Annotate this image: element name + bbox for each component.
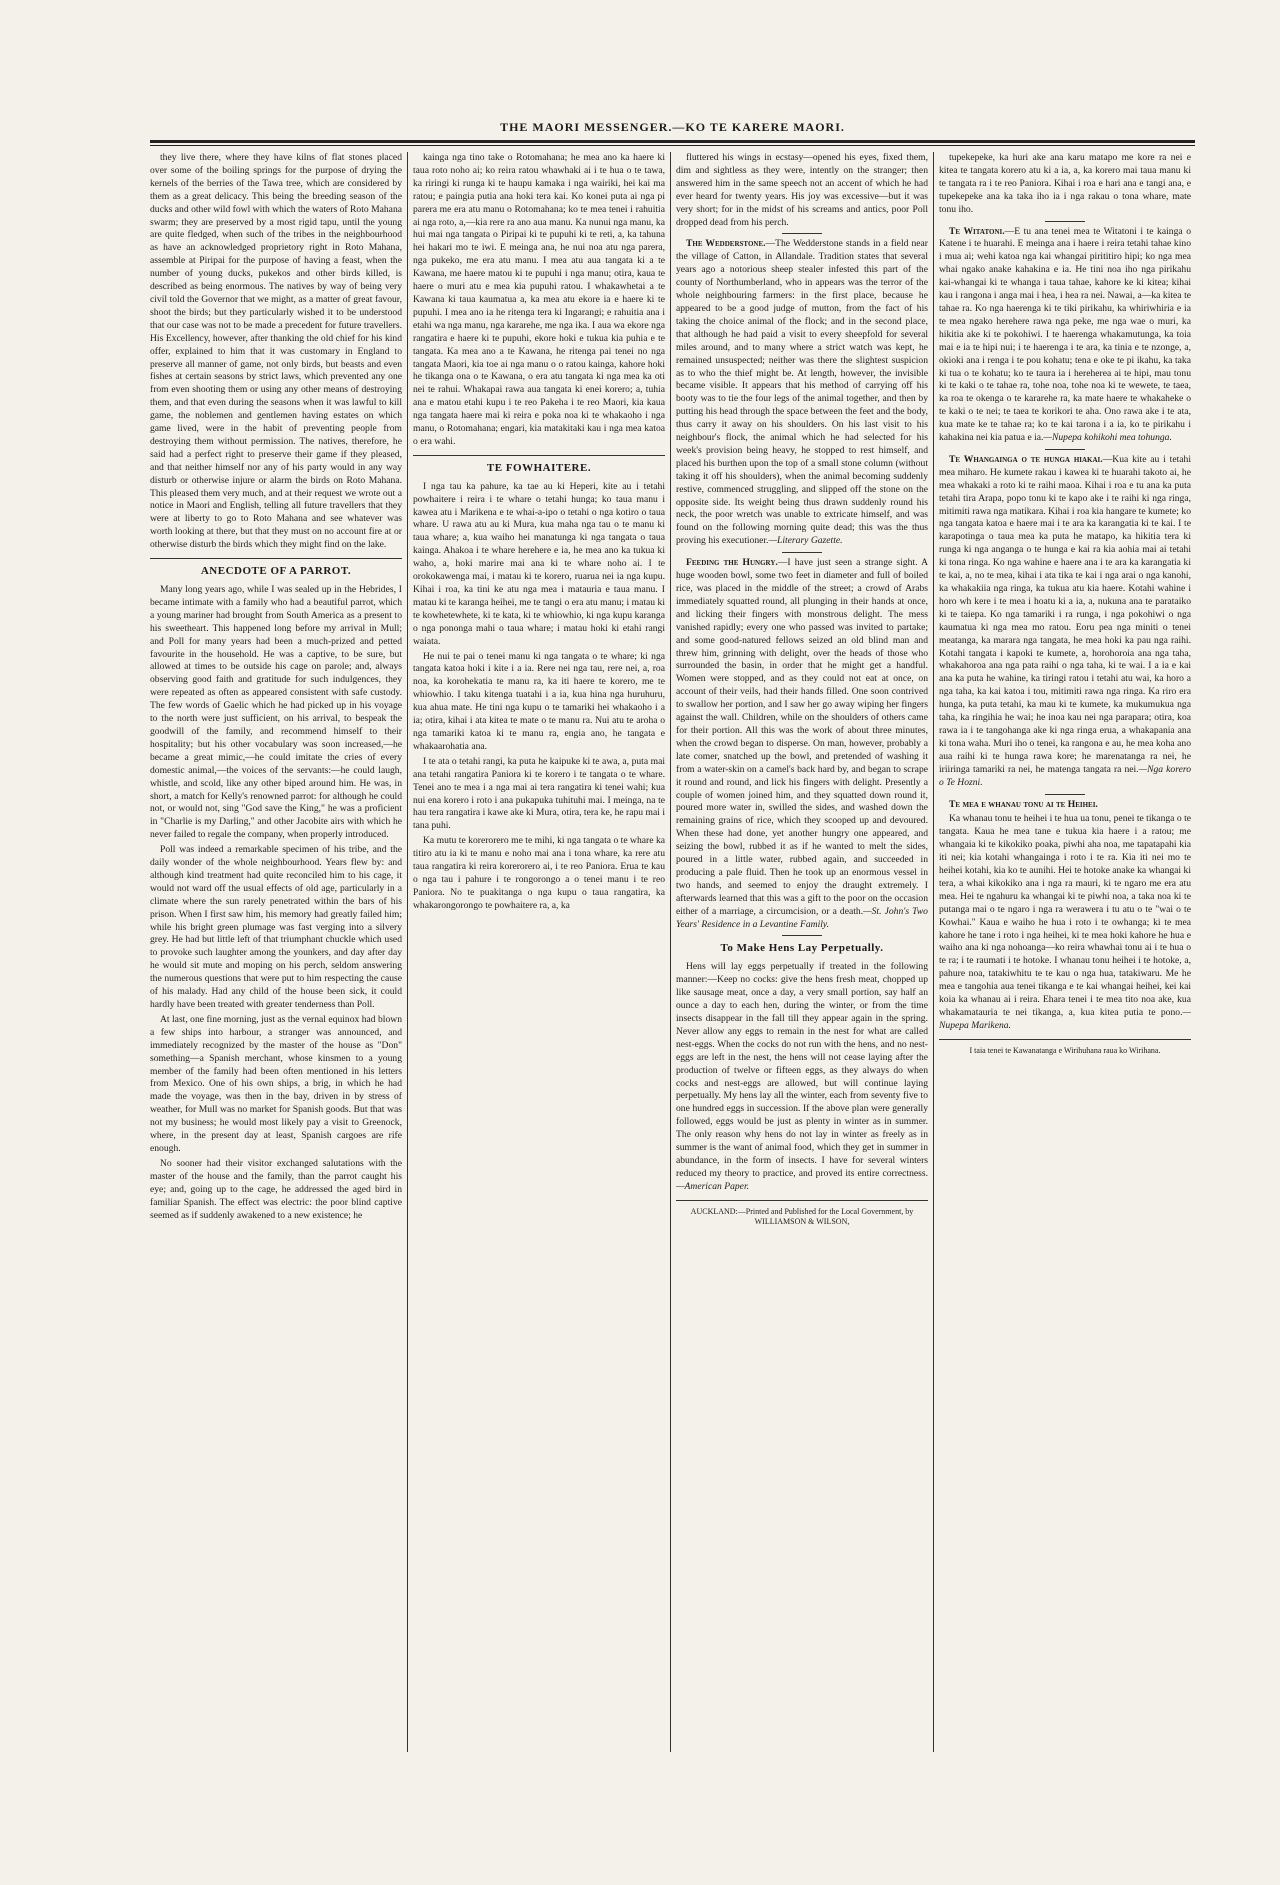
heading-feeding-hungry: Feeding the Hungry. [686, 557, 778, 569]
witatoni-text: —E tu ana tenei mea te Witatoni i te kainga o Katene i te huarahi. E meinga ana i haere i reira tetahi tahae kino i mua ai; wehi katoa nga kai whangai pirititiro hipi; ko nga mea whai ngako anake kahakina e ia. He tini noa iho nga pirikahu kai-whangai ki te whanga i taua tahae, kahore ke ki kitea; kihai kau i rangona i anga mai i hea, i hea ra nei. Nawai, a—ka kitea te tahae ra. Ko nga haerenga ki te tiki pirikahu, ka whiriwhiria e ia te mea ngako herehere rawa nga peke, me nga wae o muri, ka hikitia ake ki te pokohiwi. I te haerenga whakamutunga, ka toia mai e ia te hipi nui; i te haerenga i te ara, ka tinia e te nzonge, a, okioki ana i renga i te pou kohatu; tena e oke te pi ikahu, ka taka ki tua o te kohatu; ko te taura ia i hereherea ai te hipi, mau tonu ki te kaki o te tahae ra, tohe noa, tohe noa ki te wewete, te taea, ka roa te okenga o te kararehe ra, ka mate haere te whakaheke o te kaki o te nei; te taea te korikori te aha. Ono rawa ake i te ata, kua mate ke te tahae ra; ko te kai tarona i a ia, ko te pirikahu i kahakina nei kia patua e ia. [939, 225, 1191, 444]
article-roto-mahana: they live there, where they have kilns of flat stones placed over some of the boiling springs for the purpose of drying the kernels of the berries of the Tawa tree, which are considered by them as a great delicacy. This being the breeding season of the ducks and other wild fowl with which the waters of Roto Mahana swarm; they are preserved by a most rigid tapu, until the young are quite fledged, when such of the tribes in the neighbourhood as have an acknowledged proprietory right in Roto Mahana, assemble at Piripai for the purpose of having a feast, when the number of young ducks, pukekos and other birds killed, is described as being enormous. The natives by way of being very civil told the Governor that we might, as a matter of great favour, shoot the birds; but they particularly wished it to be understood that our case was not to be made a precedent for future travellers. His Excellency, however, after thanking the old chief for his kind offer, explained to him that it was customary in England to preserve all manner of game, not only birds, but beasts and even fishes at certain seasons by strict laws, which prevented any one from even shooting them or using any other means of destroying them, and that even during the seasons when it was lawful to kill game, the noblemen and gentlemen having estates on which game lived, were in the habit of preventing people from destroying them without permission. The natives, therefore, he said had a perfect right to preserve their game if they pleased, and that neither himself nor any of his party would in any way disturb or otherwise injure or alarm the birds on Roto Mahana. This pleased them very much, and at their request we wrote out a notice in Maori and English, telling all future travellers that they were at liberty to go to Roto Mahana and see whatever was worth looking at there, but that they must on no account fire at or otherwise disturb the birds which they might find on the lake. [150, 152, 402, 551]
whangainga-text: —Kua kite au i tetahi mea miharo. He kumete rakau i kawea ki te huarahi takoto ai, he mea whakaki a roto ki te raihi maoa. Kihai i roa e tu ana ka puta tetahi tira Arapa, popo tonu ki te kapo ake i te raihi ki nga ringa, mitimiti rawa nga matikara. Kihai i roa kia hangare te kumete; ko nga tangata katoa e haere mai i te ara ka karangatia ki te kai. I te karapotinga o taua mea ka puta he matapo, ka hikitia tera ki runga ki nga anganga o te hunga e kai ra kia aohia mai ai tetahi ki tona ringa. Ko nga wahine e haere ana i te ara ka karangatia ki te kai, a, no te mea, kihai i ata tika te kai i nga arai o nga kanohi, ka whakakiia nga ringa, ka tukua atu kia haere. Kotahi wahine i horo wh kere i te mea i hoatu ki a ia, a, nukuna ana te parataiko ki te taiepa. Ko nga tamariki i ra runga, i nga pokohiwi o nga kaumatua ki nga mea mo ratou. Eoru pea nga miniti o tenei meatanga, ka marara nga tangata, he mea hoki ka pau nga raihi. Kotahi tangata i kapoki te kumete, a, horohoroia ana nga taha, whakahoroa ana nga pata raihi o nga taha, ki te wai. I a ia e kai ana ka puta he wahine, ka tiringi ratou i tetahi atu wai, ka horo a nga taha, ka kai katoa i tou, mitimiti rawa nga ringa. Ka riro era hunga, ka puta tetahi, ka mau ki te kumete, ka mukumukua nga taha, ka ringihia he wai; he inoa kau nei nga parapara; otira, koa rawa ia i te tangohanga ake ki nga ringa erua, a whakapania ana ki tona waha. Muri iho o tenei, ka rangona e au, he mea koha ano aua raihi ki te hunga rawa kore; he marenatanga ra nei, he iriiringa tamariki ra nei, he matenga tangata ra nei. [939, 453, 1191, 775]
heading-anecdote-parrot: ANECDOTE OF A PARROT. [200, 565, 352, 578]
fowhaitere-paragraph: Ka mutu te korerorero me te mihi, ki nga tangata o te whare ka titiro atu ia ki te manu e noho mai ana i tona whare, ka rere atu taua rangatira ki reira korerorero ai, i te reo Paniora. Erua te kau o nga tau i pahure i te rongorongo a o tenei manu i te reo Paniora. No te puakitanga o nga kupu o taua rangatira, ka whakarongorongo te powhaitere ra, a, ka [413, 835, 665, 911]
masthead-rule-thin [150, 145, 1195, 146]
maori-article-rotomahana: kainga nga tino take o Rotomahana; he mea ano ka haere ki taua roto noho ai; ko reira ratou whawhaki ai i te hua o te tawa, ka riringi ki runga ki te haupu kamaka i nga wairiki, hei kai ma ratou; e paingia putia ana hoki tera kai. Ko konei puta ai nga pi parera me era atu manu o Rotomahana; ko te mea tenei i rahuitia ai nga roto, a,—kia rere ra ano aua manu. Ka nunui nga manu, ka hui mai nga tangata o Piripai ki te pupuhi ki te reti, a, ka tahuna hei hakari mo te iwi. E meinga ana, he nui noa atu nga parera, nga pukeko, me era atu manu. I mea atu aua tangata ki a te Kawana, me haere matou ki te pupuhi i nga manu; otira, kaua te haere o muri atu e mea kia pupuhi ratou. I whakawhetai a te Kawana ki taua kaumatua a, ka mea atu ekore ia e haere ki te pupuhi. I mea ano ia he ritenga tera ki Ingarangi; e rahuitia ana i etahi wa nga manu, nga kararehe, me nga ika. I aua wa ekore nga rangatira e haere ki te pupuhi, ekore hoki e tukua kia puhia e te tangata. Ka mea ano a te Kawana, he ritenga pai tenei no nga tangata Maori, kia toe ai nga manu o o ratou kainga, kahore hoki he tikanga ona o te Kawana, o era atu tangata ki nga mea ka oti nei te rahui. Whakapai rawa aua tangata ki enei korero; a, tuhia ana e matou etahi kupu i te reo Pakeha i te reo Maori, kia kaua nga tangata haere mai ki reira e poka noa ki te whakaoho i nga manu, o Rotomahana; engari, kia matakitaki kau i nga mea katoa o era wahi. [413, 152, 665, 447]
column-1 [150, 152, 402, 1787]
heading-wedderstone: The Wedderstone. [686, 238, 766, 250]
fowhaitere-paragraph: I te ata o tetahi rangi, ka puta he kaipuke ki te awa, a, puta mai ana tetahi rangatira Paniora ki te korero i te tangata o te whare. Tenei ano te mea i a nga mai ai tera rangatira ki tenei wahi; kua nui ena korero i roto i ana pukapuka tuhituhi mai. I meinga, na te hau tera rangatira i kawe ake ki Mura, otira, tera ke, he rapu mai i tana puhi. [413, 755, 665, 832]
fowhaitere-ending: tupekepeke, ka huri ake ana karu matapo me kore ra nei e kitea te tangata korero atu ki a ia, a, ka korero mai taua manu ki te tangata ra i te reo Paniora. Kihai i roa e hari ana e tangi ana, e tupekepeke ana ka taka iho ia i nga rakau o tona whare, mate tonu iho. [939, 152, 1191, 215]
column-divider [670, 152, 671, 1752]
separator [782, 935, 822, 936]
column-divider [933, 152, 934, 1752]
separator [782, 233, 822, 234]
column-divider [407, 152, 408, 1752]
heihei-text: Ka whanau tonu te heihei i te hua ua tonu, penei te tikanga o te tangata. Kaua he mea tane e tukua kia haere i a ratou; me whangaia ki te kikokiko poaka, piwhi aha noa, me tapatapahi kia iti nei; kia kotahi whangainga i roto i te ra. Kia iti nei mo te heihei kotahi, kia ko te aunihi. Hei te hotoke anake ka whangai ki tera, a whai kikokiko ana i nga ra mauri, ki te ngaro me era atu mea. Hei te ngahuru ka whangai ki te piwhi noa, a taka noa ki te putanga mai o te ngaro i nga ra werawera i tu atu o te "wai o te Kowhai." Kaua e waiho he hua i roto i te owhanga; ki te mea kahore he tane i roto i nga heihei, ki te mea hoki kahore he hua e waiho ana ki nga nohoanga—ko reira whawhai tonu ai i te hua o te ra; i te raumati i te hotoke. I whanau tonu heihei i te hotoke, a, pahure noa, tatakiwhitu te te kau o nga hua, tatakiwaru. Me he mea e tangohia aua tenei tikanga e te kai whangai heihei, kei kai koia ka whanau ai i reira. Ehara tenei i te mea tito noa ake, kua whakamatauria te nei tikanga, a, kua kitea putia te pono. [939, 813, 1191, 1018]
column-2 [413, 152, 665, 1787]
source-nupepa-marikena: —Nupepa Marikena. [939, 1007, 1191, 1031]
parrot-paragraph: At last, one fine morning, just as the vernal equinox had blown a few ships into harbour, a stranger was announced, and immediately recognized by the master of the house as "Don" something—a Spanish merchant, whose kinsmen to a young member of the family had been often mentioned in his letters from Mexico. One of his own ships, a brig, in which he had made the voyage, was then in the bay, driven in by stress of weather, for Mull was no market for Spanish goods. But that was not my business; he would most likely pay a visit to Greenock, where, in the present day at least, Spanish cargoes are rife enough. [150, 1013, 402, 1154]
section-rule [150, 558, 402, 559]
parrot-paragraph: Poll was indeed a remarkable specimen of his tribe, and the daily wonder of the whole neighbourhood. Years flew by: and although kind treatment had quite reconciled him to his cage, it would not ward off the usual effects of old age, particularly in a climate where the sun rarely penetrated within the bars of his prison. When I first saw him, his memory had greatly failed him; while his bright green plumage was fast verging into a silvery grey. He had but little left of that triumphant chuckle which used to provoke such laughter among the younkers, and day after day he would sit mute and moping on his perch, seldom answering the numerous questions that were put to him respecting the cause of his malady. Had any child of the house been sick, it could hardly have been treated with greater tenderness than Poll. [150, 844, 402, 1010]
witatoni-article [939, 226, 1191, 445]
feeding-hungry-text: —I have just seen a strange sight. A huge wooden bowl, some two feet in diameter and full of boiled rice, was placed in the middle of the street; a crowd of Arabs immediately squatted round, all plunging in their hands at once, and licking their fingers with monstrous delight. The mess vanished rapidly; every one who passed was invited to partake; and some good-natured fellows seized an old blind man and threw him, grinning with delight, over the heads of those who surrounded the basin, in order that he might get a handful. Women were stopped, and as they could not eat at once, on account of their veils, had their hands filled. One soon contrived to swallow her portion, and I saw her go away wiping her fingers against the wall. Children, while on the shoulders of others came for their portion. All this was the work of about three minutes, when the crowd began to disperse. On man, however, probably a late comer, snatched up the bowl, and pretended of washing it from a water-skin on a camel's back hard by, and began to scrape it round and round, and lick his fingers with delight. Presently a couple of women joined him, and they squatted down round it, poured more water in, swilled the sides, and washed down the remaining grains of rice, which they scooped up and devoured. When these had done, yet another hungry one appeared, and seizing the bowl, rubbed it as if he wanted to melt the sides, poured in a little water, rubbed again, and succeeded in producing a pale fluid. Then he took up an enormous vessel in two hands, and seemed to enjoy the draught extremely. I afterwards learned that this was a gift to the poor on the occasion either of a marriage, a circumcision, or a death. [676, 557, 928, 917]
separator [1045, 794, 1085, 795]
heihei-article [939, 799, 1191, 812]
wedderstone-text: —The Wedderstone stands in a field near the village of Catton, in Allandale. Tradition states that several years ago a notorious sheep stealer infested this part of the county of Northumberland, who in appears was the terror of the whole neighbouring farmers: in the first place, because he appeared to be a good judge of mutton, from the fact of his taking the choice animal of the flock; and in the second place, that although he had paid a visit to every sheepfold for several miles around, and to many where a strict watch was kept, he remained unsuspected; neither was there the slightest suspicion as to who the thief might be. At length, however, the invisible became visible. It appears that his method of carrying off his booty was to tie the four legs of the animal together, and then by putting his head through the space between the feet and the body, thus carry it away on his shoulders. On his last visit to his neighbour's flock, the animal which he had selected for his week's provision being heavy, he stopped to rest himself, and placed his burthen upon the top of a small stone column (without taking it off his shoulders), when the animal becoming suddenly restive, commenced struggling, and slipped off the stone on the opposite side. Its weight being thus drawn suddenly round his neck, the poor wretch was unable to extricate himself, and was found on the following morning quite dead; this was the thus proving his executioner. [676, 238, 928, 547]
heading-te-fowhaitere: TE FOWHAITERE. [486, 461, 592, 474]
newspaper-page [150, 120, 1195, 1800]
hens-text: Hens will lay eggs perpetually if treated in the following manner:—Keep no cocks: give the hens fresh meat, chopped up like sausage meat, once a day, a very small portion, say half an ounce a day to each hen, during the winter, or from the time insects disappear in the fall till they appear again in the spring. Never allow any eggs to remain in the nest for what are called nest-eggs. When the cocks do not run with the hens, and no nest-eggs are left in the nest, the hens will not cease laying after the production of twelve or fifteen eggs, as they always do when cocks and nest-eggs are allowed, but will continue laying perpetually. My hens lay all the winter, each from seventy five to one hundred eggs in succession. If the above plan were generally followed, eggs would be just as plenty in winter as in summer. The only reason why hens do not lay in winter as freely as in summer is the want of animal food, which they get in summer in abundance, in the form of insects. I have for several winters reduced my theory to practice, and proved its entire correctness. [676, 961, 928, 1179]
parrot-paragraph: Many long years ago, while I was sealed up in the Hebrides, I became intimate with a family who had a beautiful parrot, which a young mariner had brought from South America as a present to his sweetheart. This happened long before my arrival in Mull; and Poll for many years had been a much-prized and petted favourite in the household. He was a captive, to be sure, but allowed at times to be outside his cage on parole; and, always observing good faith and gratitude for such indulgences, they were repeated as often as appeared consistent with safe custody. The few words of Gaelic which he had picked up in his voyage to the north were just sufficient, on his arrival, to bespeak the goodwill of the family, and recommend himself to their hospitality; but his other vocabulary was soon increased,—he became a great mimic,—he could imitate the cries of every domestic animal,—the voices of the servants:—he could laugh, whistle, and scold, like any other biped around him. He was, in short, a match for Kelly's renowned parrot: for although he could not, or would not, sing "God save the King," he was a proficient in "Charlie is my Darling," and other Jacobite airs with which he never failed to regale the company, when properly introduced. [150, 584, 402, 841]
column-4 [939, 152, 1191, 1787]
source-te-hozni: —Nga korero o Te Hozni. [939, 763, 1191, 788]
wedderstone-article [676, 238, 928, 548]
source-nupepa-kohikohi: —Nupepa kohikohi mea tohunga. [1043, 432, 1172, 444]
source-st-john: —St. John's Two Years' Residence in a Levantine Family. [676, 905, 928, 930]
fowhaitere-paragraph: I nga tau ka pahure, ka tae au ki Heperi, kite au i tetahi powhaitere i reira i te whare o tetahi hunga; ko taua manu i kawea atu i Marikena e te whai-a-ipo o tetahi o nga kotiro o taua whare. U rawa atu au ki Mura, kua maha nga tau o te manu ki taua whare; a, kua waiho hei manatunga ki nga tangata o taua kainga. Ahakoa i te whare herehere e ia, he mea ano ka tukua ki waho, a, hoki marire mai ana ki te whare noho ai. I te orokokawenga mai, i matau ki te korero, ruarua nei ia nga kupu. Kihai i roa, ka tini ke atu nga mea i matauria e taua manu. I matau ki te karanga heihei, me te tangi o era atu manu; i matau ki te kowhetewhete, ki te kata, ki te whiowhio, ki nga kupu karanga o nga pononga mahi o taua whare; i matau hoki ki etahi rangi waiata. [413, 480, 665, 647]
whangainga-article [939, 454, 1191, 790]
heading-hens-lay: To Make Hens Lay Perpetually. [720, 942, 884, 955]
section-rule [413, 455, 665, 456]
parrot-paragraph: No sooner had their visitor exchanged salutations with the master of the house and the family, than the parrot caught his eye; and, going up to the cage, he addressed the aged bird in familiar Spanish. The effect was electric: the poor blind captive seemed as if suddenly awakened to a new existence; he [150, 1157, 402, 1221]
imprint-english: AUCKLAND:—Printed and Published for the Local Government, by WILLIAMSON & WILSON, [690, 1206, 914, 1226]
separator [1045, 221, 1085, 222]
separator [782, 552, 822, 553]
column-3 [676, 152, 928, 1787]
heihei-paragraph [939, 813, 1191, 1032]
feeding-hungry-article [676, 557, 928, 931]
heading-heihei: Te mea e whanau tonu ai te Heihei. [949, 798, 1098, 810]
fowhaitere-paragraph: He nui te pai o tenei manu ki nga tangata o te whare; ki nga tangata katoa hoki i kite i a ia. Rere nei nga tau, rere nei, a, roa noa, ka korohekatia te manu ra, ka iti haere te korero, me te whiowhio. I taku kitenga tuatahi i a ia, kua hina nga huruhuru, kua ahua mate. He tini nga kupu o te tamariki hei whakaoho i a ia; otira, kihai i ata kitea te mate o te manu ra. Nui atu te aroha o nga tamariki katoa ki te manu ra, engia ano, he tangata e whakaarohatia ana. [413, 650, 665, 752]
separator [1045, 449, 1085, 450]
heading-te-witatoni: Te Witatoni. [949, 225, 1005, 237]
parrot-ending: fluttered his wings in ecstasy—opened his eyes, fixed them, dim and sightless as they were, intently on the stranger; then answered him in the same speech not an accent of which he had ever heard for twenty years. His joy was excessive—but it was very short; for in the midst of his screams and antics, poor Poll dropped dead from his perch. [676, 152, 928, 228]
masthead: THE MAORI MESSENGER.—KO TE KARERE MAORI. [500, 120, 845, 134]
imprint-rule [676, 1200, 928, 1201]
masthead-rule-thick [150, 140, 1195, 143]
imprint-maori: I taia tenei te Kawanatanga e Wirihuhana raua ko Wirihana. [969, 1045, 1161, 1055]
heading-te-whangainga: Te Whangainga o te hunga hiakai. [949, 453, 1103, 465]
source-american-paper: —American Paper. [676, 1180, 750, 1192]
source-literary-gazette: —Literary Gazette. [768, 535, 843, 547]
imprint-rule [939, 1039, 1191, 1040]
hens-article [676, 961, 928, 1193]
